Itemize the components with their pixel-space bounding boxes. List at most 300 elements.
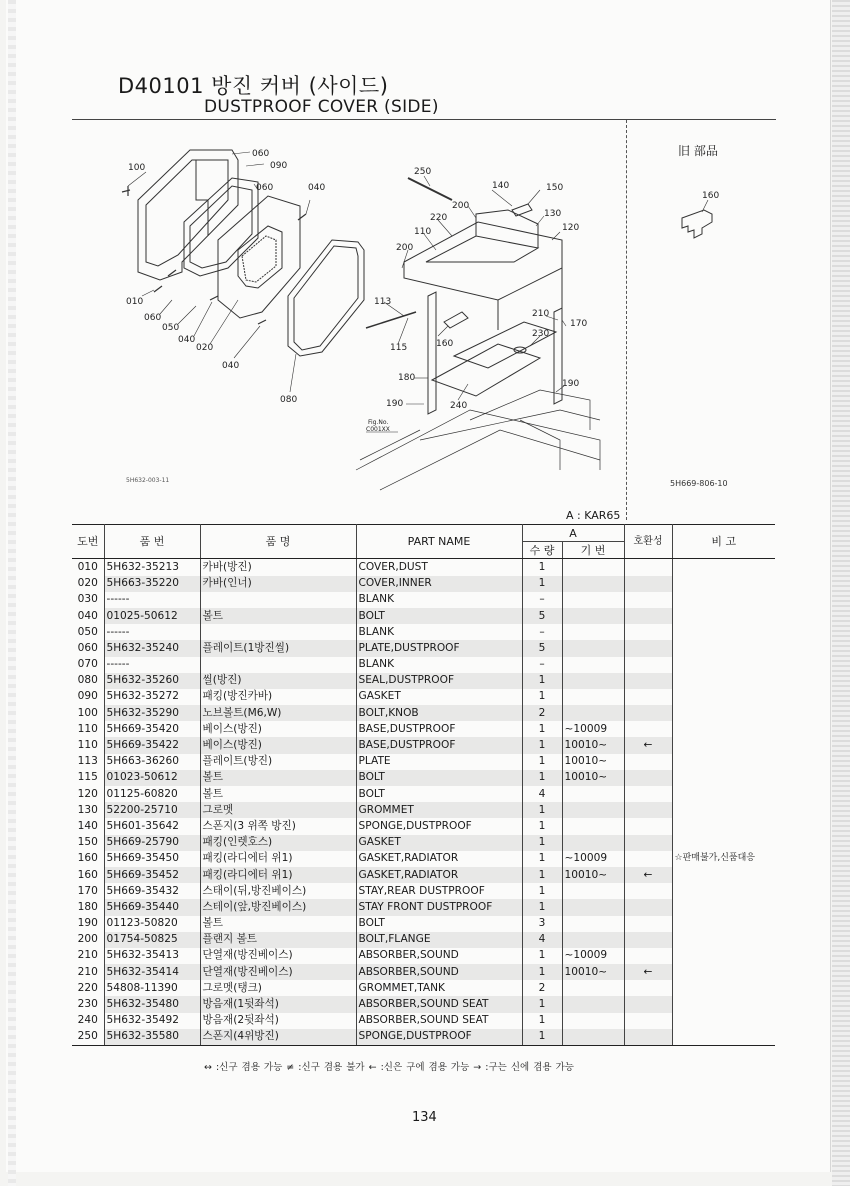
cell-interchange-mark <box>624 624 672 640</box>
cell-quantity: – <box>522 624 562 640</box>
cell-part-name-en: PLATE,DUSTPROOF <box>356 640 522 656</box>
cell-serial-range <box>562 1029 624 1046</box>
table-row <box>72 689 775 705</box>
cell-quantity: 1 <box>522 948 562 964</box>
cell-remark <box>672 835 775 851</box>
cell-row-number: 220 <box>77 981 98 994</box>
col-part-no: 품 번 <box>104 525 200 559</box>
cell-interchange-mark <box>624 592 672 608</box>
cell-row-number: 230 <box>77 998 98 1011</box>
callout: 250 <box>414 167 432 177</box>
cell-remark <box>672 624 775 640</box>
cell-part-number: 5H632-35213 <box>104 559 200 576</box>
cell-interchange-mark <box>624 818 672 834</box>
cell-serial-range <box>562 576 624 592</box>
drawing-code-right: 5H669-806-10 <box>670 479 728 488</box>
cell-part-name-en: BOLT <box>356 608 522 624</box>
cell-interchange-mark <box>624 802 672 818</box>
cell-part-name-kr: 그로멧(탱크) <box>200 980 356 996</box>
cell-interchange-mark <box>624 883 672 899</box>
cell-quantity: 1 <box>522 802 562 818</box>
cell-interchange-mark <box>624 559 672 576</box>
cell-part-name-kr: 스태이(뒤,방진베이스) <box>200 883 356 899</box>
callout: 190 <box>562 379 580 389</box>
cell-part-name-en: BLANK <box>356 657 522 673</box>
cell-serial-range <box>562 624 624 640</box>
cell-serial-range <box>562 1013 624 1029</box>
callout: 020 <box>196 343 214 353</box>
cell-remark <box>672 721 775 737</box>
cell-row-number: 010 <box>77 560 98 573</box>
cell-serial-range <box>562 802 624 818</box>
cell-part-name-en: ABSORBER,SOUND SEAT <box>356 996 522 1012</box>
cell-part-name-kr <box>200 657 356 673</box>
cell-serial-range <box>562 673 624 689</box>
cell-quantity: 1 <box>522 867 562 883</box>
cell-quantity: 4 <box>522 932 562 948</box>
cell-quantity: 1 <box>522 737 562 753</box>
cell-interchange-mark <box>624 851 672 867</box>
cell-remark <box>672 996 775 1012</box>
cell-serial-range: ~10009 <box>562 721 624 737</box>
callout: 060 <box>252 149 270 159</box>
cell-row-number: 190 <box>77 917 98 930</box>
cell-part-number: 5H669-25790 <box>104 835 200 851</box>
cell-part-name-en: GASKET,RADIATOR <box>356 867 522 883</box>
callout: 040 <box>222 361 240 371</box>
callout: 060 <box>144 313 162 323</box>
callout: 100 <box>128 163 146 173</box>
cell-remark <box>672 883 775 899</box>
cell-remark <box>672 770 775 786</box>
cell-remark <box>672 980 775 996</box>
cell-interchange-mark <box>624 673 672 689</box>
cell-quantity: – <box>522 657 562 673</box>
cell-quantity: 1 <box>522 689 562 705</box>
callout: 130 <box>544 209 562 219</box>
cell-interchange-mark <box>624 786 672 802</box>
cell-row-number: 160 <box>77 852 98 865</box>
cell-part-name-en: STAY FRONT DUSTPROOF <box>356 899 522 915</box>
cell-interchange-mark <box>624 721 672 737</box>
table-row <box>72 996 775 1012</box>
cell-interchange-mark: ← <box>624 867 672 883</box>
cell-row-number: 115 <box>77 771 98 784</box>
cell-remark <box>672 576 775 592</box>
cell-interchange-mark <box>624 608 672 624</box>
callout: 060 <box>256 183 274 193</box>
cell-part-name-en: COVER,DUST <box>356 559 522 576</box>
cell-part-number: 01754-50825 <box>104 932 200 948</box>
cell-serial-range <box>562 657 624 673</box>
cell-part-number: 52200-25710 <box>104 802 200 818</box>
cell-serial-range <box>562 559 624 576</box>
table-row <box>72 932 775 948</box>
cell-remark <box>672 673 775 689</box>
cell-serial-range <box>562 980 624 996</box>
cell-row-number: 170 <box>77 884 98 897</box>
cell-quantity: 5 <box>522 640 562 656</box>
callout: 160 <box>436 339 454 349</box>
cell-part-name-en: SEAL,DUSTPROOF <box>356 673 522 689</box>
cell-part-name-kr: 플레이트(1방진씰) <box>200 640 356 656</box>
cell-row-number: 110 <box>77 722 98 735</box>
cell-part-number: 01025-50612 <box>104 608 200 624</box>
cell-part-name-kr: 볼트 <box>200 608 356 624</box>
table-row <box>72 964 775 980</box>
cell-part-name-en: GASKET,RADIATOR <box>356 851 522 867</box>
cell-row-number: 030 <box>77 593 98 606</box>
cell-part-name-en: BLANK <box>356 624 522 640</box>
cell-part-name-kr: 방음재(1뒷좌석) <box>200 996 356 1012</box>
callout: 200 <box>452 201 470 211</box>
cell-serial-range <box>562 996 624 1012</box>
cell-quantity: 1 <box>522 770 562 786</box>
cell-interchange-mark: ← <box>624 737 672 753</box>
cell-part-name-en: GROMMET,TANK <box>356 980 522 996</box>
cell-part-name-kr: 그로멧 <box>200 802 356 818</box>
cell-part-name-kr: 카바(인너) <box>200 576 356 592</box>
cell-interchange-mark <box>624 640 672 656</box>
cell-quantity: 1 <box>522 964 562 980</box>
cell-interchange-mark <box>624 948 672 964</box>
callout: 220 <box>430 213 448 223</box>
callout: 150 <box>546 183 564 193</box>
cell-serial-range: 10010~ <box>562 754 624 770</box>
table-row <box>72 608 775 624</box>
cell-interchange-mark <box>624 770 672 786</box>
cell-part-number: 5H669-35422 <box>104 737 200 753</box>
cell-quantity: 1 <box>522 673 562 689</box>
cell-row-number: 020 <box>77 577 98 590</box>
cell-part-number: 01023-50612 <box>104 770 200 786</box>
cell-part-name-kr: 플랜지 볼트 <box>200 932 356 948</box>
callout: 230 <box>532 329 550 339</box>
callout: 010 <box>126 297 144 307</box>
cell-part-name-en: BOLT,FLANGE <box>356 932 522 948</box>
cell-part-number: 5H632-35290 <box>104 705 200 721</box>
cell-part-name-kr: 베이스(방진) <box>200 737 356 753</box>
cell-interchange-mark <box>624 689 672 705</box>
cell-quantity: 1 <box>522 883 562 899</box>
cell-part-number: 5H669-35432 <box>104 883 200 899</box>
cell-serial-range: 10010~ <box>562 770 624 786</box>
cell-part-name-en: ABSORBER,SOUND <box>356 964 522 980</box>
cell-remark <box>672 592 775 608</box>
cell-part-number: 5H663-35220 <box>104 576 200 592</box>
old-gasket-drawing <box>682 210 712 238</box>
cell-part-name-en: GASKET <box>356 835 522 851</box>
cell-remark <box>672 657 775 673</box>
cell-interchange-mark <box>624 980 672 996</box>
callout: 090 <box>270 161 288 171</box>
cell-part-name-en: ABSORBER,SOUND SEAT <box>356 1013 522 1029</box>
table-row <box>72 657 775 673</box>
cell-part-name-en: ABSORBER,SOUND <box>356 948 522 964</box>
cell-row-number: 140 <box>77 819 98 832</box>
cell-part-name-kr: 플레이트(방진) <box>200 754 356 770</box>
cell-remark <box>672 737 775 753</box>
cell-part-number: 01125-60820 <box>104 786 200 802</box>
callout: 110 <box>414 227 432 237</box>
cell-interchange-mark <box>624 916 672 932</box>
col-base: 기 번 <box>562 542 624 559</box>
table-row <box>72 705 775 721</box>
cell-part-name-kr: 볼트 <box>200 786 356 802</box>
cell-row-number: 130 <box>77 803 98 816</box>
table-row <box>72 851 775 867</box>
cell-serial-range: 10010~ <box>562 867 624 883</box>
table-row <box>72 721 775 737</box>
col-qty: 수 량 <box>522 542 562 559</box>
cell-part-name-kr: 볼트 <box>200 916 356 932</box>
cell-serial-range <box>562 916 624 932</box>
callout: 240 <box>450 401 468 411</box>
cell-quantity: 1 <box>522 996 562 1012</box>
cell-row-number: 110 <box>77 739 98 752</box>
cell-quantity: 2 <box>522 705 562 721</box>
cell-quantity: 4 <box>522 786 562 802</box>
cell-part-number: 5H632-35240 <box>104 640 200 656</box>
cell-part-name-en: GASKET <box>356 689 522 705</box>
cell-serial-range: ~10009 <box>562 851 624 867</box>
cell-serial-range <box>562 705 624 721</box>
cell-row-number: 180 <box>77 900 98 913</box>
cell-interchange-mark <box>624 705 672 721</box>
cell-part-number: 5H632-35272 <box>104 689 200 705</box>
cell-part-number: 5H601-35642 <box>104 818 200 834</box>
table-row <box>72 867 775 883</box>
cell-interchange-mark <box>624 899 672 915</box>
parts-table-body <box>72 559 775 1046</box>
stay-rear-drawing <box>554 308 562 404</box>
table-row <box>72 1029 775 1046</box>
table-row <box>72 883 775 899</box>
cell-serial-range <box>562 835 624 851</box>
callout: 113 <box>374 297 392 307</box>
cell-part-name-kr: 카바(방진) <box>200 559 356 576</box>
table-row <box>72 673 775 689</box>
cell-serial-range <box>562 932 624 948</box>
cell-interchange-mark: ← <box>624 964 672 980</box>
callout: 140 <box>492 181 510 191</box>
cell-serial-range <box>562 883 624 899</box>
cell-part-name-kr <box>200 592 356 608</box>
cell-part-number: 5H663-36260 <box>104 754 200 770</box>
drawing-code-left: 5H632-003-11 <box>126 477 170 484</box>
cell-row-number: 160 <box>77 868 98 881</box>
callout: 040 <box>178 335 196 345</box>
cell-remark <box>672 689 775 705</box>
gasket-drawing <box>184 178 258 276</box>
cell-part-name-en: BASE,DUSTPROOF <box>356 737 522 753</box>
cell-serial-range <box>562 608 624 624</box>
callout: 040 <box>308 183 326 193</box>
fig-ref-value: C001XX <box>366 426 390 433</box>
callout: 120 <box>562 223 580 233</box>
cell-part-name-kr: 씰(방진) <box>200 673 356 689</box>
cell-interchange-mark <box>624 576 672 592</box>
cell-interchange-mark <box>624 1013 672 1029</box>
cell-part-number: 5H669-35440 <box>104 899 200 915</box>
table-row <box>72 737 775 753</box>
cell-part-name-kr: 패킹(방진카바) <box>200 689 356 705</box>
cell-part-number: 5H632-35492 <box>104 1013 200 1029</box>
cell-quantity: – <box>522 592 562 608</box>
cell-interchange-mark <box>624 657 672 673</box>
cell-remark <box>672 932 775 948</box>
cell-interchange-mark <box>624 1029 672 1046</box>
table-row <box>72 1013 775 1029</box>
cell-row-number: 050 <box>77 625 98 638</box>
cell-quantity: 1 <box>522 899 562 915</box>
cell-remark <box>672 1029 775 1046</box>
cell-row-number: 120 <box>77 787 98 800</box>
exploded-parts-diagram <box>0 0 850 520</box>
cell-part-name-kr: 단열재(방진베이스) <box>200 964 356 980</box>
cell-serial-range <box>562 592 624 608</box>
cell-quantity: 1 <box>522 754 562 770</box>
callout: 080 <box>280 395 298 405</box>
callout: 115 <box>390 343 408 353</box>
cell-quantity: 1 <box>522 1013 562 1029</box>
cell-part-name-kr: 단열재(방진베이스) <box>200 948 356 964</box>
cell-part-number: 5H632-35414 <box>104 964 200 980</box>
col-no: 도번 <box>72 525 104 559</box>
cell-quantity: 1 <box>522 721 562 737</box>
cell-part-name-en: BASE,DUSTPROOF <box>356 721 522 737</box>
dust-cover-drawing <box>138 150 238 280</box>
cell-part-name-en: SPONGE,DUSTPROOF <box>356 818 522 834</box>
table-row <box>72 640 775 656</box>
cell-row-number: 210 <box>77 949 98 962</box>
cell-part-name-kr <box>200 624 356 640</box>
cell-row-number: 210 <box>77 965 98 978</box>
cell-row-number: 250 <box>72 1029 104 1046</box>
table-row <box>72 818 775 834</box>
cell-part-number: 5H632-35260 <box>104 673 200 689</box>
cell-part-name-kr: 스테이(앞,방진베이스) <box>200 899 356 915</box>
callout: 200 <box>396 243 414 253</box>
table-row <box>72 770 775 786</box>
cell-row-number: 113 <box>77 755 98 768</box>
cell-remark <box>672 786 775 802</box>
cell-interchange-mark <box>624 754 672 770</box>
cell-serial-range: ~10009 <box>562 948 624 964</box>
col-name-kr: 품 명 <box>200 525 356 559</box>
cell-row-number: 080 <box>77 674 98 687</box>
table-row <box>72 624 775 640</box>
fig-ref-label: Fig.No. <box>368 419 389 426</box>
page-title: D40101 방진 커버 (사이드) <box>118 74 389 98</box>
cell-remark <box>672 867 775 883</box>
cell-part-name-en: SPONGE,DUSTPROOF <box>356 1029 522 1046</box>
cell-serial-range <box>562 640 624 656</box>
col-interchange: 호환성 <box>624 525 672 559</box>
cell-part-number: 5H669-35420 <box>104 721 200 737</box>
cell-remark <box>672 916 775 932</box>
cell-quantity: 3 <box>522 916 562 932</box>
table-row <box>72 559 775 576</box>
cell-serial-range <box>562 786 624 802</box>
cell-serial-range <box>562 818 624 834</box>
cell-part-name-kr: 패킹(라디에터 위1) <box>200 867 356 883</box>
table-row <box>72 592 775 608</box>
cell-part-number: 5H669-35450 <box>104 851 200 867</box>
col-remarks: 비 고 <box>672 525 775 559</box>
page-subtitle: DUSTPROOF COVER (SIDE) <box>204 97 439 117</box>
cell-row-number: 240 <box>77 1014 98 1027</box>
cell-part-name-kr: 노브볼트(M6,W) <box>200 705 356 721</box>
cell-part-number: 5H632-35480 <box>104 996 200 1012</box>
cell-row-number: 040 <box>77 609 98 622</box>
cell-part-number: 5H632-35580 <box>104 1029 200 1046</box>
callout: 190 <box>386 399 404 409</box>
parts-table <box>72 524 775 1046</box>
callout: 210 <box>532 309 550 319</box>
cell-part-number: ------ <box>104 592 200 608</box>
callout: 180 <box>398 373 416 383</box>
cell-remark <box>672 754 775 770</box>
cell-remark <box>672 1013 775 1029</box>
cell-serial-range <box>562 689 624 705</box>
cell-quantity: 1 <box>522 851 562 867</box>
cell-serial-range <box>562 899 624 915</box>
cell-remark <box>672 802 775 818</box>
table-row <box>72 980 775 996</box>
cell-remark <box>672 608 775 624</box>
cell-part-name-en: STAY,REAR DUSTPROOF <box>356 883 522 899</box>
cell-part-number: ------ <box>104 657 200 673</box>
table-row <box>72 916 775 932</box>
col-part-name: PART NAME <box>356 525 522 559</box>
cell-row-number: 100 <box>77 706 98 719</box>
cell-remark <box>672 705 775 721</box>
cell-row-number: 200 <box>77 933 98 946</box>
interchange-legend: ↔ :신구 겸용 가능 ≠ :신구 겸용 불가 ← :신은 구에 겸용 가능 → :구는 신에 겸용 가능 <box>204 1062 574 1073</box>
stay-front-drawing <box>428 292 436 414</box>
cell-remark: ☆판매불가,신품대응 <box>672 851 775 867</box>
callout: 050 <box>162 323 180 333</box>
cell-part-name-kr: 스폰지(3 위쪽 방진) <box>200 818 356 834</box>
table-row <box>72 754 775 770</box>
cell-quantity: 1 <box>522 835 562 851</box>
cell-row-number: 070 <box>77 658 98 671</box>
table-row <box>72 948 775 964</box>
cell-quantity: 1 <box>522 576 562 592</box>
table-row <box>72 899 775 915</box>
cell-serial-range: 10010~ <box>562 737 624 753</box>
cell-part-name-kr: 베이스(방진) <box>200 721 356 737</box>
old-parts-label: 旧 部品 <box>678 144 718 158</box>
cell-part-number: ------ <box>104 624 200 640</box>
cell-part-name-kr: 패킹(인렛호스) <box>200 835 356 851</box>
cell-part-name-kr: 스폰지(4위방진) <box>200 1029 356 1046</box>
cell-part-name-kr: 방음재(2뒷좌석) <box>200 1013 356 1029</box>
cell-quantity: 5 <box>522 608 562 624</box>
table-row <box>72 576 775 592</box>
callout: 170 <box>570 319 588 329</box>
cell-remark <box>672 964 775 980</box>
cell-interchange-mark <box>624 932 672 948</box>
cell-remark <box>672 899 775 915</box>
cell-row-number: 060 <box>77 641 98 654</box>
cell-part-name-en: GROMMET <box>356 802 522 818</box>
cell-quantity: 1 <box>522 818 562 834</box>
cell-serial-range: 10010~ <box>562 964 624 980</box>
cell-part-name-kr: 볼트 <box>200 770 356 786</box>
page-number: 134 <box>412 1110 437 1125</box>
